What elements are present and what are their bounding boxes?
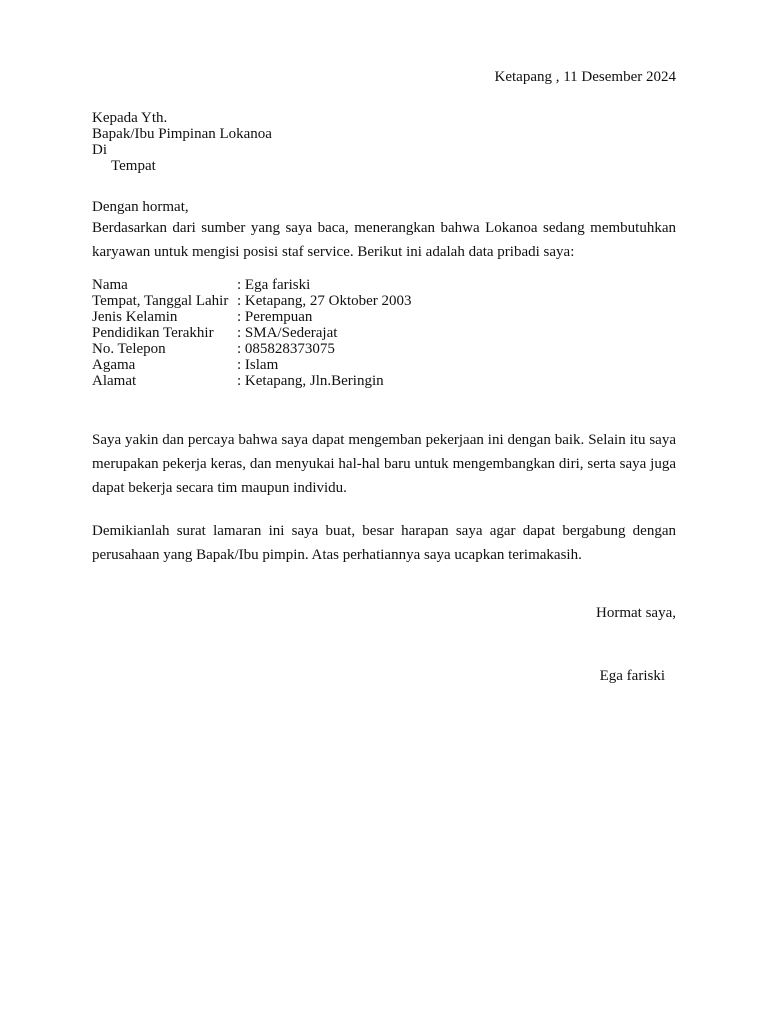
personal-data-table (92, 277, 412, 389)
recipient-line-3: Di (92, 142, 107, 158)
intro-paragraph: Berdasarkan dari sumber yang saya baca, menerangkan bahwa Lokanoa sedang membutuhkan karyawan untuk mengisi posisi staf service. Berikut ini adalah data pribadi saya: (92, 220, 676, 260)
table-row (92, 293, 412, 309)
recipient-line-4: Tempat (111, 158, 156, 174)
data-value: : Ketapang, 27 Oktober 2003 (237, 293, 412, 309)
data-value: : 085828373075 (237, 341, 335, 357)
data-value: : Islam (237, 357, 279, 373)
table-row (92, 341, 412, 357)
data-label: Tempat, Tanggal Lahir (92, 293, 229, 309)
data-value: : SMA/Sederajat (237, 325, 338, 341)
body-paragraph: Saya yakin dan percaya bahwa saya dapat mengemban pekerjaan ini dengan baik. Selain itu saya merupakan pekerja keras, dan menyukai hal-hal baru untuk mengembangkan diri, serta saya juga dapat bekerja secara tim maupun individu. (92, 432, 676, 496)
letter-date: Ketapang , 11 Desember 2024 (494, 69, 676, 85)
data-label: Jenis Kelamin (92, 309, 178, 325)
data-value: : Ketapang, Jln.Beringin (237, 373, 384, 389)
table-row (92, 325, 412, 341)
data-label: Alamat (92, 373, 137, 389)
table-row (92, 357, 412, 373)
data-value: : Ega fariski (237, 277, 311, 293)
data-label: No. Telepon (92, 341, 166, 357)
recipient-line-1: Kepada Yth. (92, 110, 168, 126)
data-label: Nama (92, 277, 128, 293)
data-label: Agama (92, 357, 136, 373)
closing-paragraph: Demikianlah surat lamaran ini saya buat, besar harapan saya agar dapat bergabung dengan perusahaan yang Bapak/Ibu pimpin. Atas perhatiannya saya ucapkan terimakasih. (92, 523, 676, 563)
salutation: Dengan hormat, (92, 199, 189, 215)
data-label: Pendidikan Terakhir (92, 325, 214, 341)
recipient-line-2: Bapak/Ibu Pimpinan Lokanoa (92, 126, 272, 142)
data-value: : Perempuan (237, 309, 313, 325)
sign-off: Hormat saya, (596, 605, 676, 621)
table-row (92, 309, 412, 325)
table-row (92, 277, 412, 293)
table-row (92, 373, 412, 389)
signature-name: Ega fariski (599, 668, 665, 684)
